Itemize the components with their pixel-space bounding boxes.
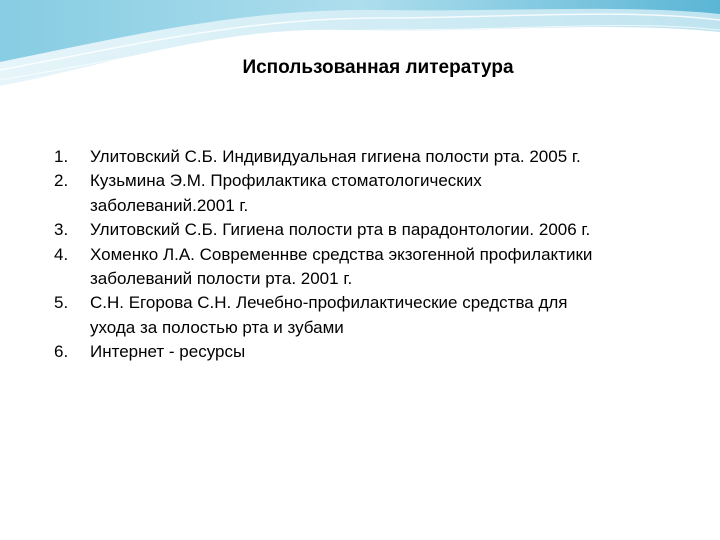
list-item [54,291,704,340]
list-item-number: 2. [54,171,69,191]
page-title: Использованная литература [242,57,514,78]
list-item [54,169,704,218]
list-item-line: С.Н. Егорова С.Н. Лечебно-профилактические средства для [90,293,568,313]
list-item-text [90,218,704,242]
list-item [54,340,704,364]
list-item-text [90,291,704,340]
list-item-line: Интернет - ресурсы [90,342,246,362]
reference-list [54,145,704,365]
list-item-line: Улитовский С.Б. Гигиена полости рта в парадонтологии. 2006 г. [90,220,591,240]
list-item-text [90,169,704,218]
list-item-number: 1. [54,147,69,166]
list-item-number: 6. [54,342,69,362]
list-item-line: Хоменко Л.А. Современнве средства экзогенной профилактики [90,244,593,264]
header-wave-decoration [0,0,720,100]
list-item [54,145,704,169]
list-item-line: заболеваний.2001 г. [90,195,249,215]
list-item [54,243,704,292]
list-item-line: ухода за полостью рта и зубами [90,317,344,337]
list-item-text [90,340,704,364]
list-item [54,218,704,242]
list-item-number: 3. [54,220,69,240]
list-item-number: 5. [54,293,69,313]
list-item-line: Улитовский С.Б. Индивидуальная гигиена полости рта. 2005 г. [90,147,581,166]
list-item-number: 4. [54,244,69,264]
list-item-line: заболеваний полости рта. 2001 г. [90,269,353,289]
list-item-text [90,243,704,292]
list-item-text [90,145,704,169]
list-item-line: Кузьмина Э.М. Профилактика стоматологических [90,171,482,191]
